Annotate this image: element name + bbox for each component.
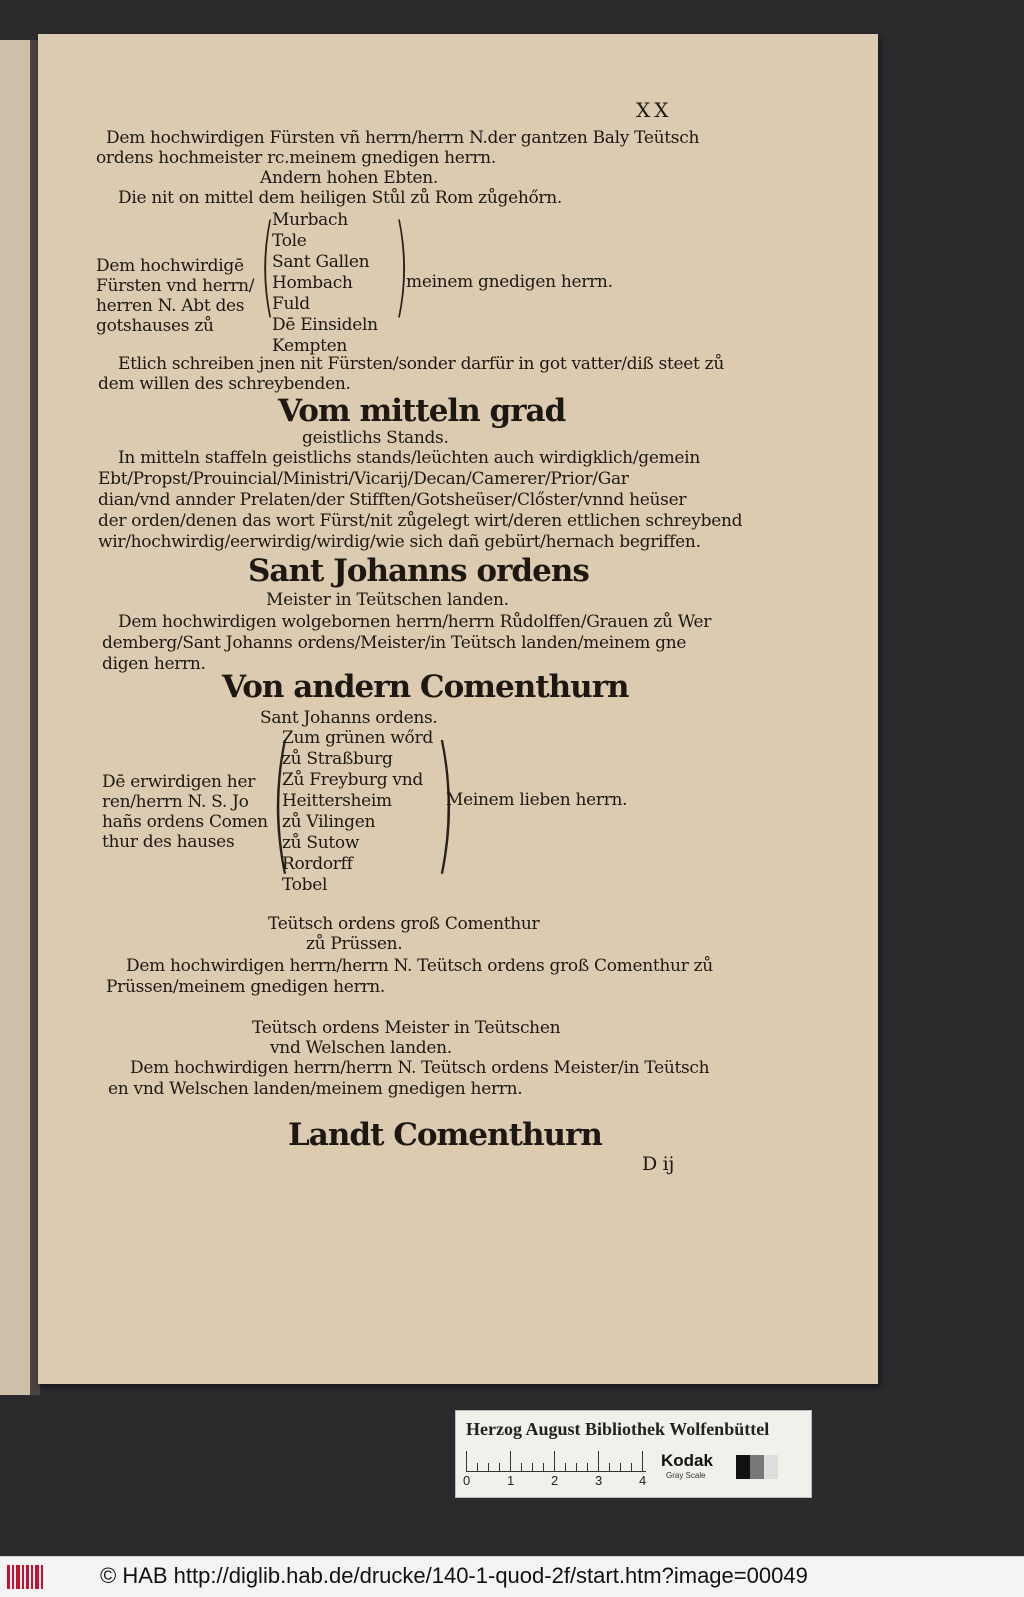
foliation-number: XX (636, 98, 673, 122)
commandery-name: Heittersheim (282, 791, 392, 811)
section-subheading: geistlichs Stands. (302, 428, 449, 448)
gray-patch (750, 1455, 764, 1479)
abbey-name: Hombach (272, 273, 353, 293)
text-line: digen herrn. (102, 654, 206, 674)
commandery-name: zů Straßburg (282, 749, 393, 769)
bracket-left-line: Dē erwirdigen her (102, 772, 256, 792)
bracket-right-text: Meinem lieben herrn. (446, 790, 628, 810)
text-line: Dem hochwirdigen herrn/herrn N. Teütsch ordens Meister/in Teütsch (130, 1058, 710, 1078)
commandery-name: Zů Freyburg vnd (282, 770, 423, 790)
abbey-name: Fuld (272, 294, 310, 314)
right-brace: ) (393, 201, 409, 329)
right-brace: ) (435, 716, 456, 890)
abbey-name: Murbach (272, 210, 348, 230)
hab-logo-icon (6, 1563, 46, 1591)
left-brace: ( (259, 201, 275, 329)
text-line: Prüssen/meinem gnedigen herrn. (106, 977, 385, 997)
previous-page-edge (0, 40, 32, 1395)
bracket-left-line: thur des hauses (102, 832, 235, 852)
text-line: Dem hochwirdigen herrn/herrn N. Teütsch ordens groß Comenthur zů (126, 956, 713, 976)
bracket-left-line: Fürsten vnd herrn/ (96, 276, 255, 296)
text-line: dian/vnd annder Prelaten/der Stifften/Gotsheüser/Clőster/vnnd heüser (98, 490, 687, 510)
bracket-left-line: Dem hochwirdigē (96, 256, 244, 276)
bracket-left-line: herren N. Abt des (96, 296, 245, 316)
library-name: Herzog August Bibliothek Wolfenbüttel (466, 1419, 770, 1439)
section-subheading: vnd Welschen landen. (270, 1038, 452, 1058)
color-target-card: Herzog August Bibliothek Wolfenbüttel 0 1 2 3 4 Kodak Gray Scale (455, 1410, 812, 1498)
section-subheading: Andern hohen Ebten. (260, 168, 439, 188)
text-line: wir/hochwirdig/eerwirdig/wirdig/wie sich dañ gebürt/hernach begriffen. (98, 532, 701, 552)
commandery-name: zů Vilingen (282, 812, 376, 832)
commandery-name: Zum grünen wőrd (282, 728, 433, 748)
text-line: In mitteln staffeln geistlichs stands/leüchten auch wirdigklich/gemein (118, 448, 700, 468)
bracket-left-line: ren/herrn N. S. Jo (102, 792, 249, 812)
source-link[interactable]: © HAB http://diglib.hab.de/drucke/140-1-quod-2f/start.htm?image=00049 (100, 1563, 808, 1588)
text-line: ordens hochmeister rc.meinem gnedigen herrn. (96, 148, 496, 168)
text-line: en vnd Welschen landen/meinem gnedigen herrn. (108, 1079, 523, 1099)
text-line: Die nit on mittel dem heiligen Stůl zů Rom zůgehőrn. (118, 188, 562, 208)
commandery-name: zů Sutow (282, 833, 360, 853)
section-subheading: zů Prüssen. (306, 934, 403, 954)
commandery-name: Tobel (282, 875, 328, 895)
bracket-left-line: hañs ordens Comen (102, 812, 268, 832)
text-line: demberg/Sant Johanns ordens/Meister/in Teütsch landen/meinem gne (102, 633, 687, 653)
section-heading: Landt Comenthurn (288, 1117, 602, 1153)
bracket-left-line: gotshauses zů (96, 316, 214, 336)
text-line: Dem hochwirdigen wolgebornen herrn/herrn Růdolffen/Grauen zů Wer (118, 612, 712, 632)
commandery-name: Rordorff (282, 854, 353, 874)
abbey-name: Tole (272, 231, 307, 251)
section-subheading: Sant Johanns ordens. (260, 708, 438, 728)
left-brace: ( (271, 716, 292, 890)
section-heading: Vom mitteln grad (278, 393, 566, 429)
scale-ruler (466, 1451, 646, 1472)
text-line: dem willen des schreybenden. (98, 374, 351, 394)
signature-mark: D ij (642, 1153, 675, 1175)
section-heading: Von andern Comenthurn (222, 669, 629, 705)
section-heading: Sant Johanns ordens (248, 553, 589, 589)
abbey-name: Sant Gallen (272, 252, 370, 272)
text-line: Etlich schreiben jnen nit Fürsten/sonder darfür in got vatter/diß steet zů (118, 354, 724, 374)
kodak-logo: Kodak (661, 1451, 713, 1470)
gray-patch (764, 1455, 778, 1479)
abbey-name: Kempten (272, 336, 348, 356)
footer-bar (0, 1556, 1024, 1597)
gray-scale-label: Gray Scale (666, 1471, 706, 1480)
section-subheading: Teütsch ordens Meister in Teütschen (252, 1018, 561, 1038)
book-page (38, 34, 878, 1384)
text-line: Ebt/Propst/Prouincial/Ministri/Vicarij/Decan/Camerer/Prior/Gar (98, 469, 629, 489)
abbey-name: Dē Einsideln (272, 315, 378, 335)
text-line: Dem hochwirdigen Fürsten vñ herrn/herrn N.der gantzen Baly Teütsch (106, 128, 700, 148)
gray-patch (736, 1455, 750, 1479)
text-line: der orden/denen das wort Fürst/nit zůgelegt wirt/deren ettlichen schreybend (98, 511, 743, 531)
section-subheading: Teütsch ordens groß Comenthur (268, 914, 540, 934)
section-subheading: Meister in Teütschen landen. (266, 590, 509, 610)
bracket-right-text: meinem gnedigen herrn. (406, 272, 613, 292)
